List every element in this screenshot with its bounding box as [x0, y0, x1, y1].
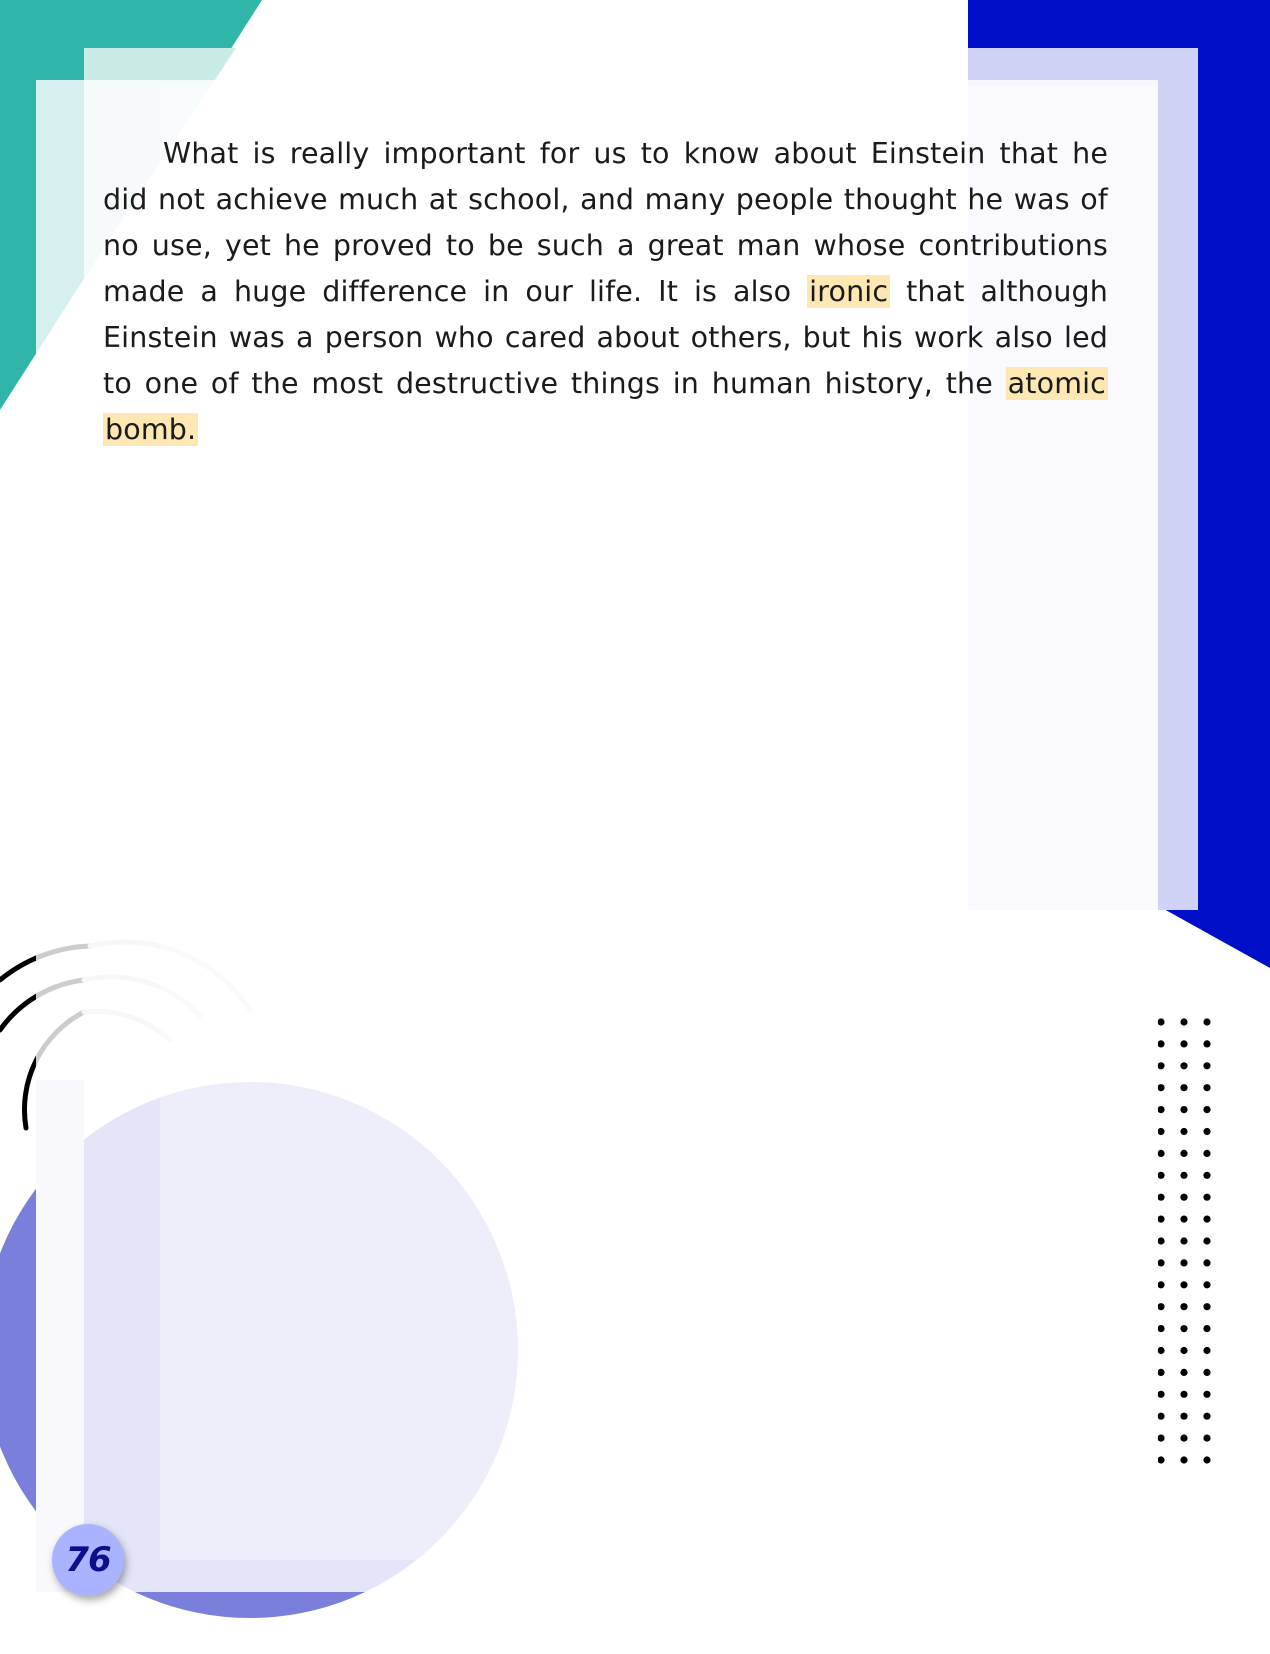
dot	[1157, 1413, 1164, 1420]
page-number: 76	[65, 1540, 111, 1580]
dot	[1203, 1259, 1210, 1266]
dot	[1203, 1435, 1210, 1442]
dot	[1203, 1347, 1210, 1354]
body-paragraph	[103, 131, 1108, 453]
dot	[1180, 1325, 1187, 1332]
dot	[1180, 1413, 1187, 1420]
dot	[1180, 1106, 1187, 1113]
dot	[1157, 1040, 1164, 1047]
dot	[1203, 1194, 1210, 1201]
dot	[1157, 1106, 1164, 1113]
dot	[1157, 1281, 1164, 1288]
dot	[1203, 1128, 1210, 1135]
dot	[1180, 1084, 1187, 1091]
dot	[1203, 1040, 1210, 1047]
highlighted-word-ironic: ironic	[809, 275, 889, 308]
highlighted-word-bomb: bomb.	[105, 413, 197, 446]
highlighted-word-atomic: atomic	[1007, 367, 1106, 400]
dot	[1157, 1150, 1164, 1157]
text-segment: What is really important for us to know about Einstein that he did not achieve much at school, and many people thought he was of no use, yet he proved to be such a great man whose contributions made a huge difference in our life. It is also	[103, 137, 1108, 308]
dot	[1157, 1456, 1164, 1463]
dot	[1157, 1194, 1164, 1201]
dot	[1180, 1172, 1187, 1179]
dot	[1203, 1216, 1210, 1223]
dot	[1180, 1237, 1187, 1244]
dot	[1157, 1325, 1164, 1332]
dot	[1157, 1237, 1164, 1244]
dot	[1203, 1391, 1210, 1398]
dot	[1203, 1062, 1210, 1069]
dot	[1157, 1062, 1164, 1069]
dot	[1203, 1456, 1210, 1463]
dot	[1157, 1018, 1164, 1025]
dot	[1180, 1435, 1187, 1442]
dot	[1203, 1303, 1210, 1310]
dot	[1203, 1281, 1210, 1288]
dot	[1157, 1216, 1164, 1223]
dot	[1203, 1172, 1210, 1179]
dot-grid	[1157, 1018, 1210, 1463]
dot	[1157, 1259, 1164, 1266]
dot	[1180, 1150, 1187, 1157]
dot	[1180, 1281, 1187, 1288]
dot	[1180, 1194, 1187, 1201]
dot	[1203, 1237, 1210, 1244]
dot	[1157, 1084, 1164, 1091]
page-number-badge	[52, 1524, 124, 1596]
dot	[1157, 1435, 1164, 1442]
dot	[1203, 1018, 1210, 1025]
dot	[1203, 1369, 1210, 1376]
dot	[1180, 1128, 1187, 1135]
dot	[1180, 1456, 1187, 1463]
dot	[1180, 1369, 1187, 1376]
dot	[1203, 1150, 1210, 1157]
dot	[1180, 1259, 1187, 1266]
dot	[1180, 1391, 1187, 1398]
text-segment: that although Einstein was a person who cared about others, but his work also led to one of the most destructive things in human history, the	[103, 275, 1108, 400]
dot	[1157, 1369, 1164, 1376]
dot	[1180, 1303, 1187, 1310]
dot	[1180, 1018, 1187, 1025]
dot	[1203, 1084, 1210, 1091]
dot	[1180, 1040, 1187, 1047]
dot	[1157, 1303, 1164, 1310]
dot	[1203, 1106, 1210, 1113]
dot	[1180, 1062, 1187, 1069]
dot	[1157, 1128, 1164, 1135]
dot	[1203, 1325, 1210, 1332]
dot	[1157, 1347, 1164, 1354]
dot	[1180, 1347, 1187, 1354]
dot	[1180, 1216, 1187, 1223]
dot	[1157, 1172, 1164, 1179]
dot	[1157, 1391, 1164, 1398]
dot	[1203, 1413, 1210, 1420]
